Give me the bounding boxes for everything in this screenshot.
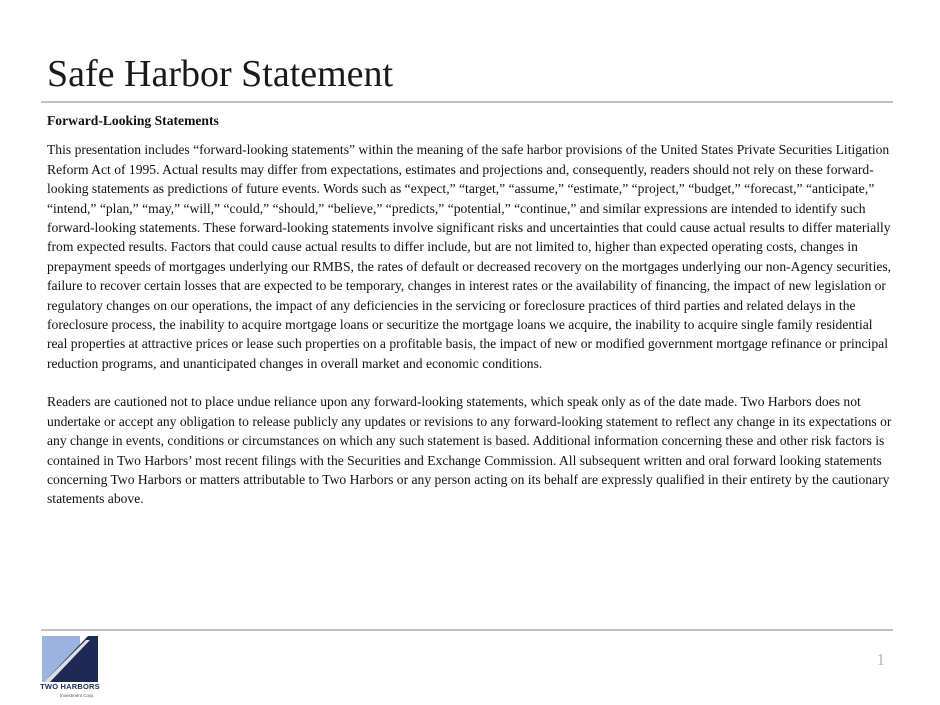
two-harbors-logo: [34, 632, 106, 705]
slide-title: Safe Harbor Statement: [47, 53, 394, 95]
logo-name: TWO HARBORS: [40, 682, 100, 691]
section-heading: Forward-Looking Statements: [47, 113, 219, 128]
two-harbors-logo-icon: [42, 634, 98, 684]
footer-divider: [41, 629, 893, 631]
forward-looking-paragraph: This presentation includes “forward-looking statements” within the meaning of the safe harbor provisions of the United States Private Securities Litigation Reform Act of 1995. Actual results may differ from expectations, estimates and projections and, consequently, readers should not rely on these forward-looking statements as predictions of future events. Words such as “expect,” “target,” “assume,” “estimate,” “project,” “budget,” “forecast,” “anticipate,” “intend,” “plan,” “may,” “will,” “could,” “should,” “believe,” “predicts,” “potential,” “continue,” and similar expressions are intended to identify such forward-looking statements. These forward-looking statements involve significant risks and uncertainties that could cause actual results to differ materially from expected results. Factors that could cause actual results to differ include, but are not limited to, higher than expected operating costs, changes in prepayment speeds of mortgages underlying our RMBS, the rates of default or decreased recovery on the mortgages underlying our non-Agency securities, failure to recover certain losses that are expected to be temporary, changes in interest rates or the availability of financing, the impact of new legislation or regulatory changes on our operations, the impact of any deficiencies in the servicing or foreclosure practices of third parties and related delays in the foreclosure process, the inability to acquire mortgage loans or securitize the mortgage loans we acquire, the inability to acquire single family residential real properties at attractive prices or lease such properties on a profitable basis, the impact of new or modified government mortgage refinance or principal reduction programs, and unanticipated changes in overall market and economic conditions.: [47, 142, 892, 371]
cautionary-paragraph: Readers are cautioned not to place undue reliance upon any forward-looking statements, which speak only as of the date made. Two Harbors does not undertake or accept any obligation to release publicly any updates or revisions to any forward-looking statement to reflect any change in its expectations or any change in events, conditions or circumstances on which any such statement is based. Additional information concerning these and other risk factors is contained in Two Harbors’ most recent filings with the Securities and Exchange Commission. All subsequent written and oral forward looking statements concerning Two Harbors or matters attributable to Two Harbors or any person acting on its behalf are expressly qualified in their entirety by the cautionary statements above.: [47, 394, 892, 507]
title-divider: [41, 101, 893, 103]
slide-body: [47, 111, 896, 528]
logo-subtitle: Investment Corp.: [60, 693, 95, 698]
page-number: 1: [876, 650, 885, 669]
